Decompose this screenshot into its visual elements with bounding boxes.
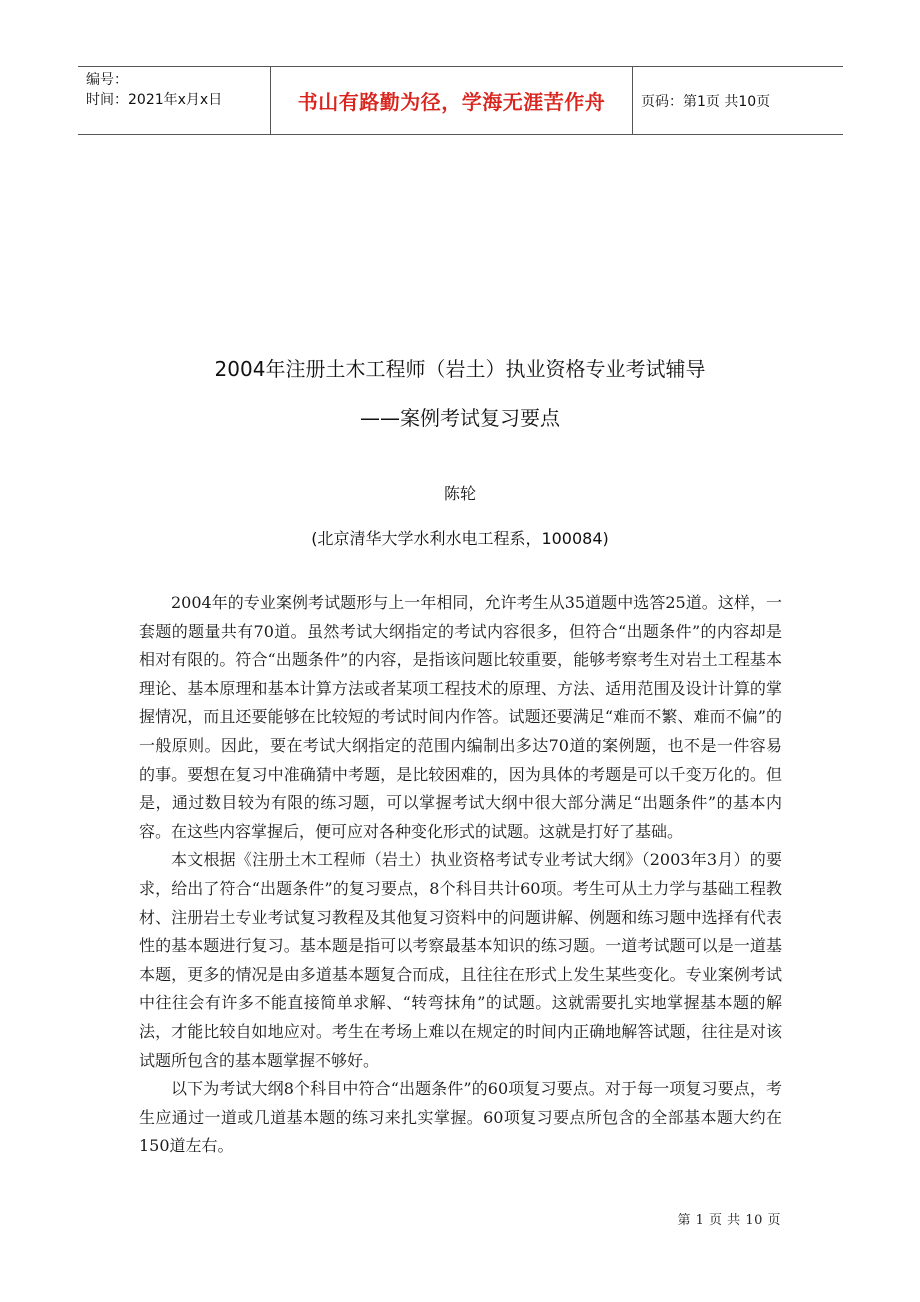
header-left-cell	[78, 67, 271, 134]
paragraph: 2004年的专业案例考试题形与上一年相同，允许考生从35道题中选答25道。这样，一套题的题量共有70道。虽然考试大纲指定的考试内容很多，但符合“出题条件”的内容却是相对有限的。符合“出题条件”的内容，是指该问题比较重要，能够考察考生对岩土工程基本理论、基本原理和基本计算方法或者某项工程技术的原理、方法、适用范围及设计计算的掌握情况，而且还要能够在比较短的考试时间内作答。试题还要满足“难而不繁、难而不偏”的一般原则。因此，要在考试大纲指定的范围内编制出多达70道的案例题，也不是一件容易的事。要想在复习中准确猜中考题，是比较困难的，因为具体的考题是可以千变万化的。但是，通过数目较为有限的练习题，可以掌握考试大纲中很大部分满足“出题条件”的基本内容。在这些内容掌握后，便可应对各种变化形式的试题。这就是打好了基础。	[139, 593, 782, 841]
author-name: 陈轮	[443, 484, 476, 503]
author-affiliation: (北京清华大学水利水电工程系，100084)	[311, 529, 609, 548]
page-footer: 第 1 页 共 10 页	[677, 1213, 781, 1228]
document-title: 2004年注册土木工程师（岩土）执业资格专业考试辅导	[214, 357, 706, 381]
header-table	[78, 66, 843, 135]
body-text	[139, 589, 782, 1161]
time-label: 时间：2021年x月x日	[86, 92, 223, 108]
serial-number-label: 编号：	[86, 72, 128, 88]
header-page-code: 页码：第1页 共10页	[641, 93, 771, 110]
paragraph: 以下为考试大纲8个科目中符合“出题条件”的60项复习要点。对于每一项复习要点，考生应通过一道或几道基本题的练习来扎实掌握。60项复习要点所包含的全部基本题大约在150道左右。	[139, 1079, 782, 1156]
header-motto: 书山有路勤为径，学海无涯苦作舟	[271, 67, 633, 134]
paragraph: 本文根据《注册土木工程师（岩土）执业资格考试专业考试大纲》（2003年3月）的要求，给出了符合“出题条件”的复习要点，8个科目共计60项。考生可从土力学与基础工程教材、注册岩土专业考试复习教程及其他复习资料中的问题讲解、例题和练习题中选择有代表性的基本题进行复习。基本题是指可以考察最基本知识的练习题。一道考试题可以是一道基本题，更多的情况是由多道基本题复合而成，且往往在形式上发生某些变化。专业案例考试中往往会有许多不能直接简单求解、“转弯抹角”的试题。这就需要扎实地掌握基本题的解法，才能比较自如地应对。考生在考场上难以在规定的时间内正确地解答试题，往往是对该试题所包含的基本题掌握不够好。	[139, 850, 782, 1070]
document-subtitle: ——案例考试复习要点	[360, 406, 560, 430]
